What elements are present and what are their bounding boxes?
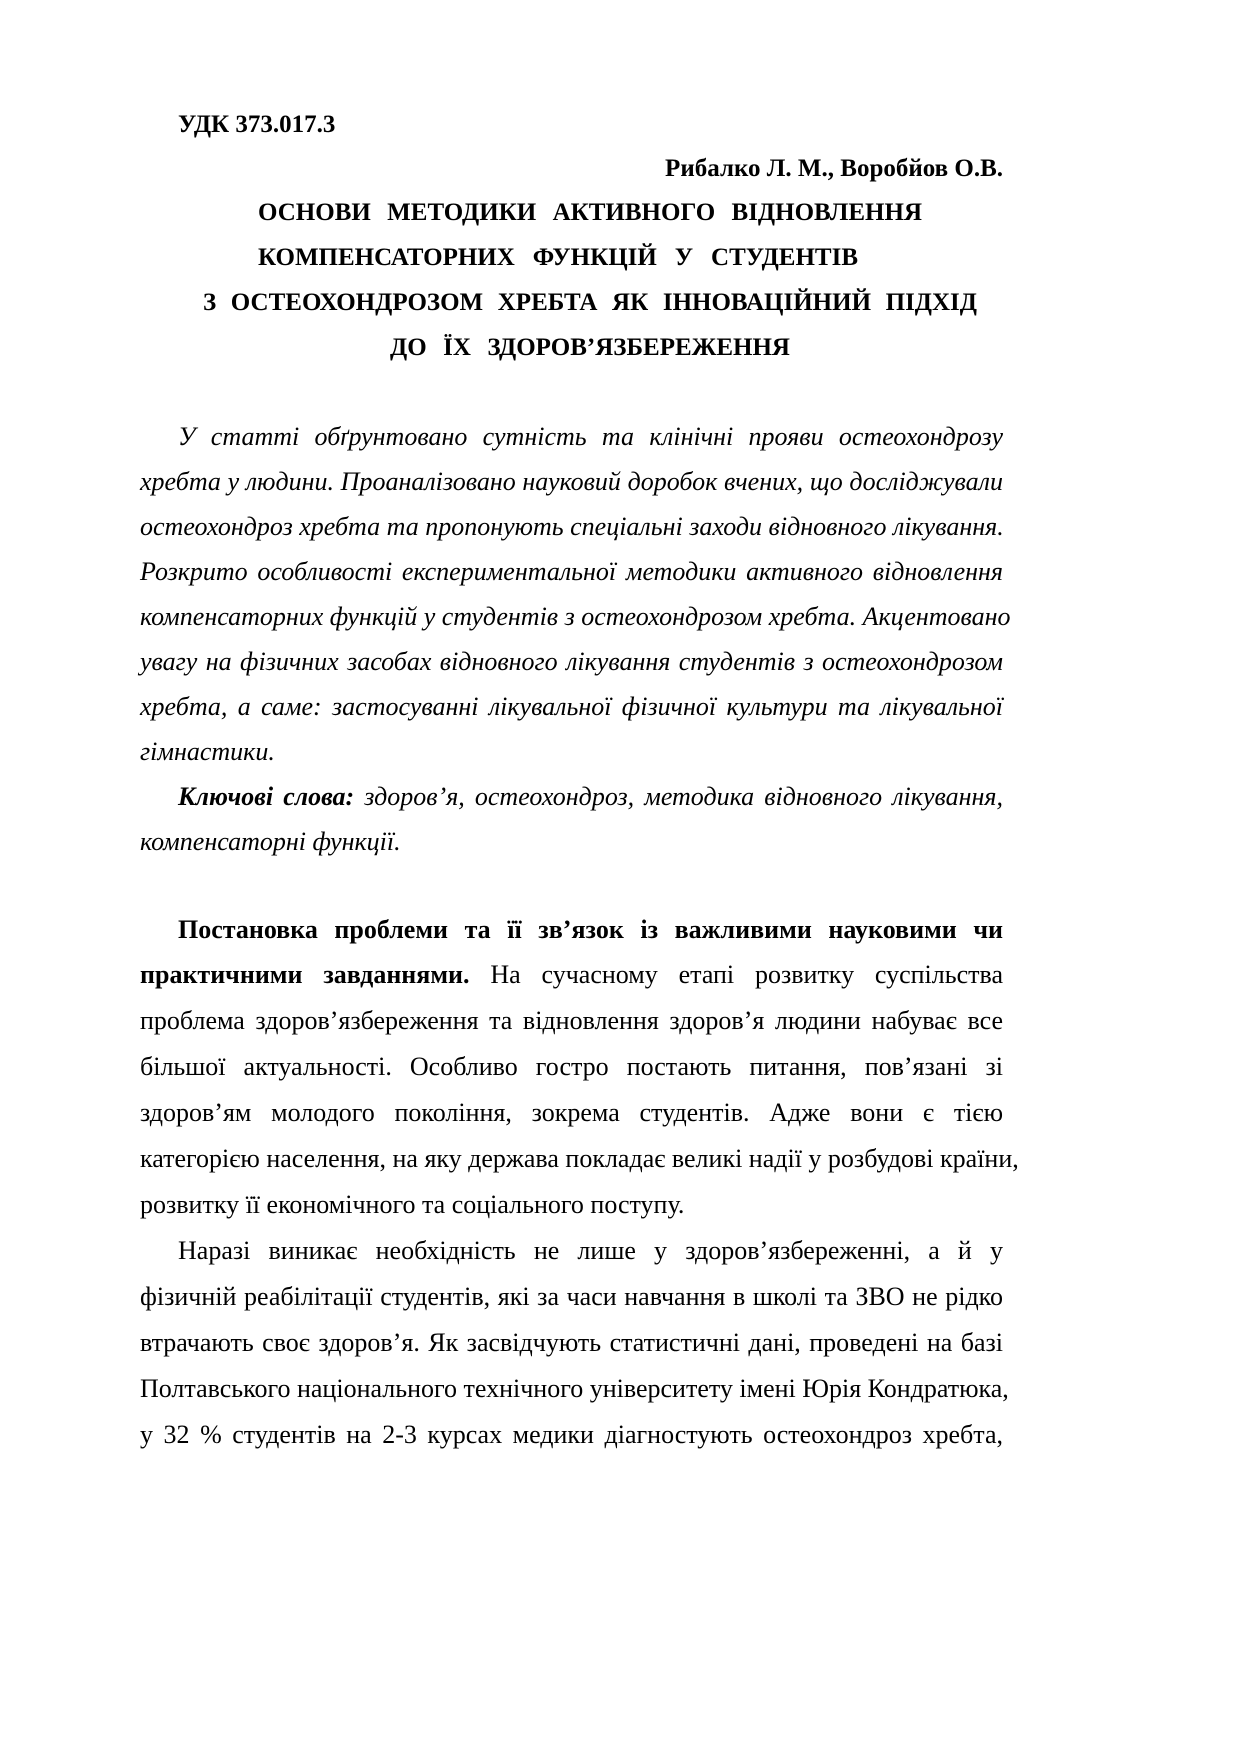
body-line: у 32 % студентів на 2-3 курсах медики діагностують остеохондроз хребта, — [140, 1420, 1003, 1449]
keywords-line — [178, 782, 1003, 812]
title-line: З ОСТЕОХОНДРОЗОМ ХРЕБТА ЯК ІННОВАЦІЙНИЙ ПІДХІД — [203, 289, 977, 316]
abstract-line: Розкрито особливості експериментальної методики активного відновлення — [140, 557, 1003, 586]
body-line — [140, 960, 1003, 990]
section-heading: Постановка проблеми та її зв’язок із важливими науковими чи — [178, 915, 1003, 944]
abstract-line: увагу на фізичних засобах відновного лікування студентів з остеохондрозом — [140, 647, 1003, 676]
keywords-line: компенсаторні функції. — [140, 827, 401, 856]
abstract-line: хребта, а саме: застосуванні лікувальної фізичної культури та лікувальної — [140, 692, 1003, 721]
authors: Рибалко Л. М., Воробйов О.В. — [665, 155, 1003, 182]
section-heading-end: практичними завданнями. — [140, 960, 470, 989]
abstract-line: компенсаторних функцій у студентів з остеохондрозом хребта. Акцентовано — [140, 602, 1011, 631]
body-line: фізичній реабілітації студентів, які за часи навчання в школі та ЗВО не рідко — [140, 1282, 1003, 1311]
keywords-label: Ключові слова: — [178, 782, 355, 811]
body-line: більшої актуальності. Особливо гостро постають питання, пов’язані зі — [140, 1052, 1003, 1081]
body-line: розвитку її економічного та соціального поступу. — [140, 1190, 685, 1219]
title-line: ДО ЇХ ЗДОРОВ’ЯЗБЕРЕЖЕННЯ — [390, 334, 790, 361]
udk-code: УДК 373.017.3 — [178, 111, 336, 138]
abstract-line: гімнастики. — [140, 737, 275, 766]
title-line: КОМПЕНСАТОРНИХ ФУНКЦІЙ У СТУДЕНТІВ — [258, 244, 858, 271]
abstract-line: остеохондроз хребта та пропонують спеціальні заходи відновного лікування. — [140, 512, 1004, 541]
body-line: втрачають своє здоров’я. Як засвідчують статистичні дані, проведені на базі — [140, 1328, 1003, 1357]
body-line: Полтавського національного технічного університету імені Юрія Кондратюка, — [140, 1374, 1009, 1403]
body-line: здоров’ям молодого покоління, зокрема студентів. Адже вони є тією — [140, 1098, 1003, 1127]
keywords-text: здоров’я, остеохондроз, методика відновного лікування, — [354, 782, 1003, 811]
body-text: На сучасному етапі розвитку суспільства — [469, 960, 1003, 989]
abstract-line: У статті обґрунтовано сутність та клінічні прояви остеохондрозу — [178, 422, 1003, 451]
body-line: проблема здоров’язбереження та відновлення здоров’я людини набуває все — [140, 1006, 1003, 1035]
body-line: Наразі виникає необхідність не лише у здоров’язбереженні, а й у — [178, 1236, 1003, 1265]
abstract-line: хребта у людини. Проаналізовано науковий доробок вчених, що досліджували — [140, 467, 1003, 496]
body-line: категорією населення, на яку держава покладає великі надії у розбудові країни, — [140, 1144, 1019, 1173]
title-line: ОСНОВИ МЕТОДИКИ АКТИВНОГО ВІДНОВЛЕННЯ — [258, 199, 922, 226]
